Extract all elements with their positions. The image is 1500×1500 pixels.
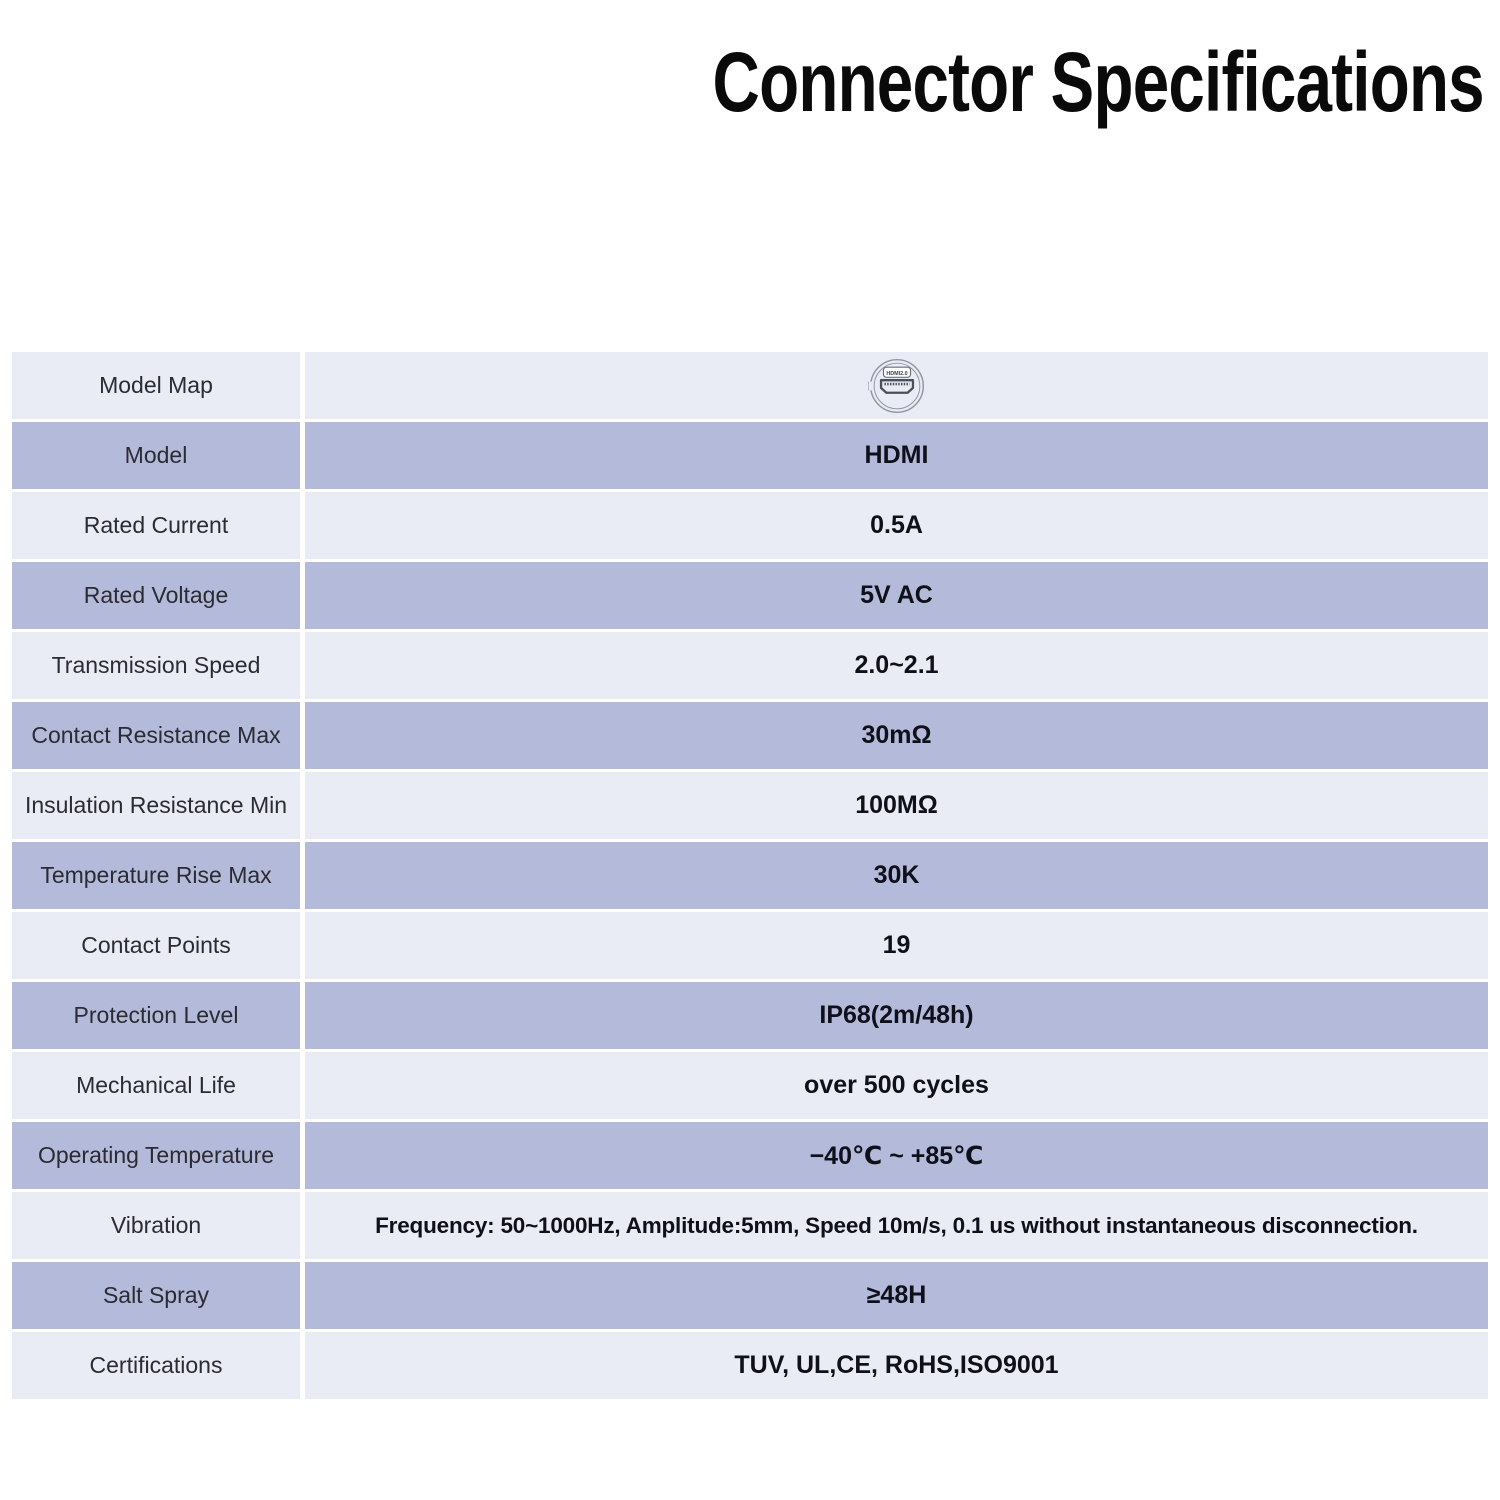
- row-value: 100MΩ: [305, 772, 1488, 839]
- hdmi-plug-outline: [881, 380, 913, 393]
- row-label: Salt Spray: [12, 1262, 300, 1329]
- badge-notch: [868, 381, 872, 390]
- row-value: 5V AC: [305, 562, 1488, 629]
- row-label: Model Map: [12, 352, 300, 419]
- row-label: Operating Temperature: [12, 1122, 300, 1189]
- hdmi-connector-icon: [868, 357, 926, 415]
- row-value: 30K: [305, 842, 1488, 909]
- row-label: Temperature Rise Max: [12, 842, 300, 909]
- row-value: over 500 cycles: [305, 1052, 1488, 1119]
- row-value: IP68(2m/48h): [305, 982, 1488, 1049]
- row-label: Mechanical Life: [12, 1052, 300, 1119]
- row-label: Insulation Resistance Min: [12, 772, 300, 839]
- row-label: Protection Level: [12, 982, 300, 1049]
- row-value: 19: [305, 912, 1488, 979]
- row-value: TUV, UL,CE, RoHS,ISO9001: [305, 1332, 1488, 1399]
- row-label: Contact Points: [12, 912, 300, 979]
- row-value: 30mΩ: [305, 702, 1488, 769]
- row-label: Transmission Speed: [12, 632, 300, 699]
- row-label: Vibration: [12, 1192, 300, 1259]
- row-value: 2.0~2.1: [305, 632, 1488, 699]
- row-label: Model: [12, 422, 300, 489]
- row-value-icon-cell: [305, 352, 1488, 419]
- row-label: Rated Current: [12, 492, 300, 559]
- row-value: −40℃ ~ +85℃: [305, 1122, 1488, 1189]
- row-value: ≥48H: [305, 1262, 1488, 1329]
- page-title: Connector Specifications: [712, 35, 1484, 129]
- row-label: Contact Resistance Max: [12, 702, 300, 769]
- badge-label-text: HDMI2.0: [885, 370, 908, 377]
- spec-table: [12, 352, 1488, 1399]
- row-label: Rated Voltage: [12, 562, 300, 629]
- row-label: Certifications: [12, 1332, 300, 1399]
- row-value: 0.5A: [305, 492, 1488, 559]
- row-value: HDMI: [305, 422, 1488, 489]
- row-value: Frequency: 50~1000Hz, Amplitude:5mm, Speed 10m/s, 0.1 us without instantaneous disconnection.: [305, 1192, 1488, 1259]
